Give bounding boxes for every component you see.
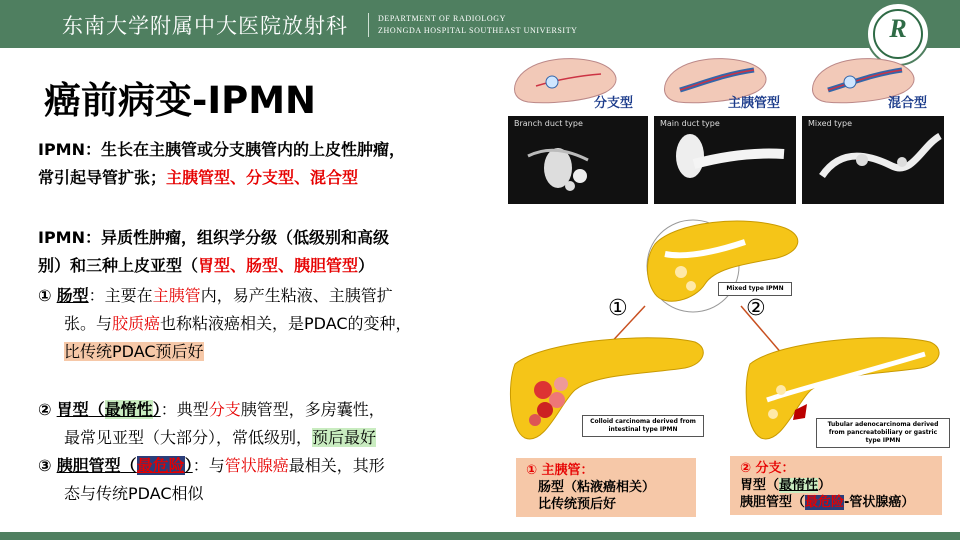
item2-number: ② xyxy=(38,400,52,419)
item2-best-prognosis: 预后最好 xyxy=(312,428,377,447)
arrow-label-1: ① xyxy=(608,296,628,321)
tubular-caption: Tubular adenocarcinoma derived from pancreatobiliary or gastric type IPMN xyxy=(816,418,950,448)
arrow-label-2: ② xyxy=(746,296,766,321)
subtype-line2-text: 别）和三种上皮亚型（ xyxy=(38,256,199,275)
definition-line2 xyxy=(38,164,498,192)
label-main-duct-type: 主胰管型 xyxy=(728,96,781,111)
item3-paren-open: （ xyxy=(120,456,137,475)
mri-branch-graphic xyxy=(508,116,648,204)
item3-most-dangerous: 最危险 xyxy=(136,456,185,475)
item3-text2: 最相关，其形 xyxy=(288,456,385,475)
logo-letter: R xyxy=(889,14,907,43)
footer-bar xyxy=(0,532,960,540)
item3-paren-close: ） xyxy=(184,456,193,475)
box-right-num: ② xyxy=(740,461,752,476)
org-name-en-line2: ZHONGDA HOSPITAL SOUTHEAST UNIVERSITY xyxy=(378,26,578,35)
item2-most-indolent: 最惰性 xyxy=(104,400,153,419)
mri-branch-label: Branch duct type xyxy=(514,119,583,128)
item1-colloid: 胶质癌 xyxy=(112,314,161,333)
header-divider xyxy=(368,13,369,37)
item2-paren-close: ） xyxy=(152,400,161,419)
item3-text1: ：与 xyxy=(192,456,225,475)
item3-tubular: 管状腺癌 xyxy=(224,456,289,475)
item1-text1: ：主要在 xyxy=(88,286,153,305)
mri-mixed-label: Mixed type xyxy=(808,119,853,128)
box-right-line2-a: 胃型（ xyxy=(740,478,780,493)
item-gastric xyxy=(38,396,498,452)
summary-box-main-duct xyxy=(516,458,696,517)
definition-line2-text: 常引起导管扩张； xyxy=(38,168,167,187)
item2-branch: 分支 xyxy=(208,400,241,419)
subtype-paragraph xyxy=(38,224,498,280)
subtype-line1: IPMN：异质性肿瘤，组织学分级（低级别和高级 xyxy=(38,228,389,247)
item3-name: 胰胆管型 xyxy=(56,456,121,475)
item2-text3: 最常见亚型（大部分），常低级别， xyxy=(64,428,313,447)
mri-main-label: Main duct type xyxy=(660,119,720,128)
item1-text3: 张。与 xyxy=(64,314,113,333)
mri-main-graphic xyxy=(654,116,796,204)
label-branch-type: 分支型 xyxy=(594,96,634,111)
box-left-line3: 比传统预后好 xyxy=(538,497,617,512)
header-bar xyxy=(0,0,960,48)
definition-paragraph xyxy=(38,136,498,192)
org-name-cn: 东南大学附属中大医院放射科 xyxy=(62,14,348,38)
item3-number: ③ xyxy=(38,456,52,475)
item1-main-duct: 主胰管 xyxy=(152,286,201,305)
item1-number: ① xyxy=(38,286,52,305)
item-pancreatobiliary xyxy=(38,452,498,508)
mri-mixed-graphic xyxy=(802,116,944,204)
item2-name: 胃型 xyxy=(56,400,89,419)
label-mixed-type: 混合型 xyxy=(888,96,928,111)
box-right-dangerous: 最危险 xyxy=(805,495,845,510)
item1-name: 肠型 xyxy=(56,286,89,305)
item2-text1: ：典型 xyxy=(160,400,209,419)
definition-line1: IPMN：生长在主胰管或分支胰管内的上皮性肿瘤， xyxy=(38,140,405,159)
org-name-en-line1: DEPARTMENT OF RADIOLOGY xyxy=(378,14,506,23)
item3-text3: 态与传统PDAC相似 xyxy=(64,484,204,503)
subtype-line2-close: ） xyxy=(358,256,375,275)
box-left-title: 主胰管： xyxy=(541,463,594,478)
pancreas-top xyxy=(647,220,798,312)
box-left-line2: 肠型（粘液癌相关） xyxy=(538,480,656,495)
box-right-line3-b: -管状腺癌） xyxy=(844,495,915,510)
item1-text4: 也称粘液癌相关，是PDAC的变种， xyxy=(160,314,412,333)
subtype-names: 胃型、肠型、胰胆管型 xyxy=(198,256,359,275)
box-left-num: ① xyxy=(526,463,538,478)
mri-main-duct xyxy=(654,116,796,204)
box-right-line2-b: ） xyxy=(818,478,832,493)
box-right-line3-a: 胰胆管型（ xyxy=(740,495,806,510)
mixed-type-caption: Mixed type IPMN xyxy=(718,282,792,296)
mri-branch-duct xyxy=(508,116,648,204)
ipmn-type-schematics xyxy=(506,52,946,114)
item2-text2: 胰管型，多房囊性， xyxy=(240,400,385,419)
item1-text2: 内，易产生粘液、主胰管扩 xyxy=(200,286,393,305)
summary-box-branch xyxy=(730,456,942,515)
item1-prognosis-highlight: 比传统PDAC预后好 xyxy=(64,342,204,361)
item2-paren-open: （ xyxy=(88,400,105,419)
mri-mixed xyxy=(802,116,944,204)
subtype-line2 xyxy=(38,252,498,280)
colloid-caption: Colloid carcinoma derived from intestinal type IPMN xyxy=(582,415,704,437)
item-intestinal xyxy=(38,282,498,366)
definition-types: 主胰管型、分支型、混合型 xyxy=(166,168,359,187)
slide-title: 癌前病变-IPMN xyxy=(44,79,317,122)
box-right-title: 分支： xyxy=(755,461,795,476)
box-right-indolent: 最惰性 xyxy=(779,478,819,493)
